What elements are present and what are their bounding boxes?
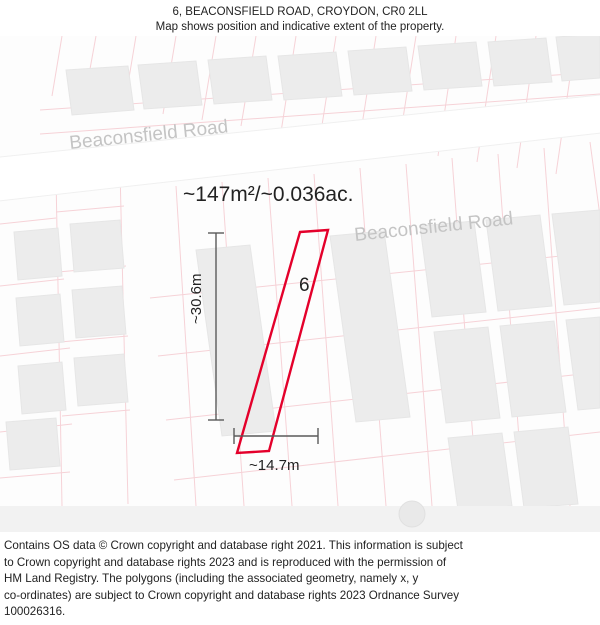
- copyright-footer: [0, 532, 600, 625]
- map-canvas[interactable]: [0, 36, 600, 532]
- footer-line-1: Contains OS data © Crown copyright and database right 2021. This information is subject: [4, 539, 463, 552]
- footer-line-2: to Crown copyright and database rights 2023 and is reproduced with the permission of: [4, 555, 447, 569]
- width-dimension-label: ~14.7m: [249, 457, 300, 474]
- page-subtitle: Map shows position and indicative extent of the property.: [155, 21, 445, 33]
- roundabout-feature: [399, 501, 425, 527]
- plot-number-label: 6: [299, 275, 310, 296]
- road-label-right: Beaconsfield Road: [353, 208, 515, 246]
- footer-line-5: 100026316.: [4, 605, 66, 618]
- road-label-left: Beaconsfield Road: [68, 116, 230, 154]
- footer-line-4: co-ordinates) are subject to Crown copyright and database rights 2023 Ordnance Survey: [4, 588, 459, 602]
- height-dimension-label: ~30.6m: [188, 273, 205, 324]
- page-header: [0, 0, 600, 36]
- page-title: 6, BEACONSFIELD ROAD, CROYDON, CR0 2LL: [172, 6, 428, 18]
- footer-line-3: HM Land Registry. The polygons (including the associated geometry, namely x, y: [4, 572, 419, 585]
- area-label: ~147m²/~0.036ac.: [183, 183, 354, 206]
